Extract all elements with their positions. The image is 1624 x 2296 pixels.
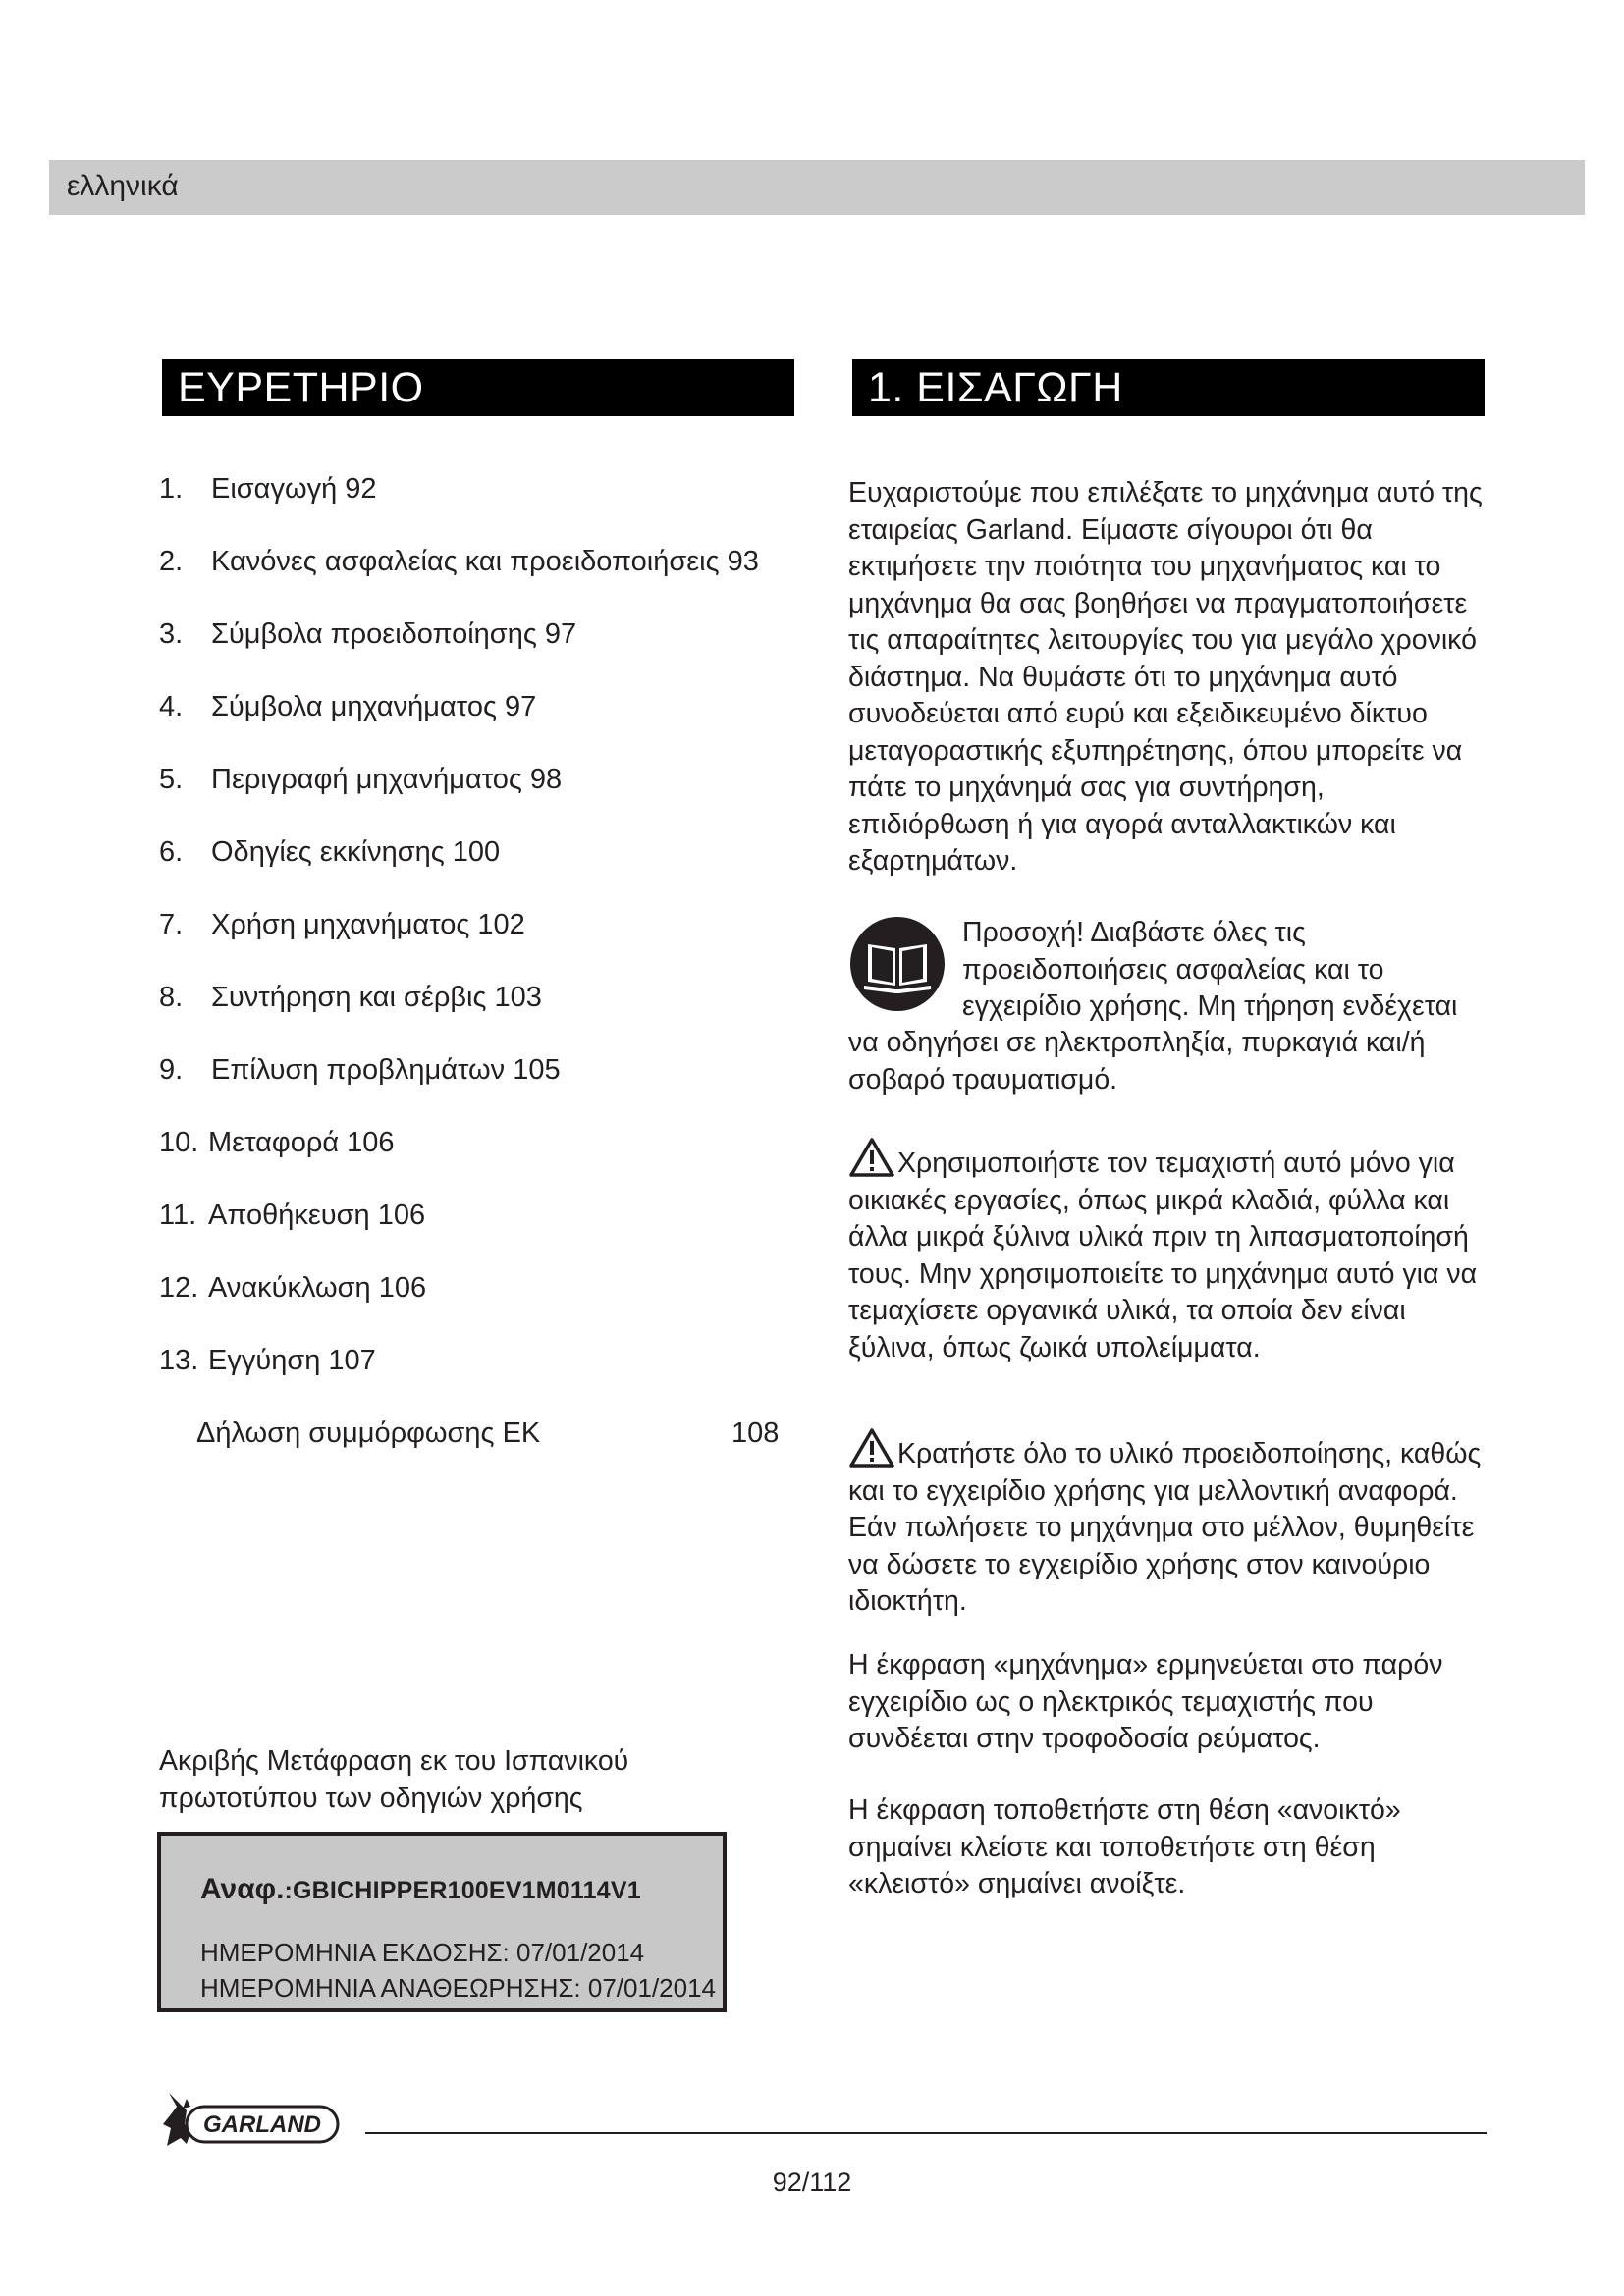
- page-number: 92/112: [772, 2167, 852, 2197]
- intro-paragraph-switch-term: Η έκφραση τοποθετήστε στη θέση «ανοικτό» σημαίνει κλείστε και τοποθετήστε στη θέση «κλειστό» σημαίνει ανοίξτε.: [848, 1794, 1401, 1899]
- footer-rule: [365, 2132, 1487, 2134]
- intro-title: 1. ΕΙΣΑΓΩΓΗ: [852, 359, 1485, 416]
- toc-title: ΕΥΡΕΤΗΡΙΟ: [162, 359, 794, 416]
- intro-warning-read-cont: να οδηγήσει σε ηλεκτροπληξία, πυρκαγιά και/ή σοβαρό τραυματισμό.: [848, 1027, 1426, 1095]
- reference-box: [157, 1832, 727, 2012]
- toc-item: 4. Σύμβολα μηχανήματος 97: [159, 691, 537, 722]
- warning-triangle-icon: [848, 1427, 895, 1468]
- toc-item: 3. Σύμβολα προειδοποίησης 97: [159, 618, 577, 650]
- toc-item: 8. Συντήρηση και σέρβις 103: [159, 982, 542, 1013]
- intro-paragraph-machine-term: Η έκφραση «μηχάνημα» ερμηνεύεται στο παρόν εγχειρίδιο ως ο ηλεκτρικός τεμαχιστής που συνδέεται στην τροφοδοσία ρεύματος.: [848, 1649, 1443, 1754]
- language-label: ελληνικά: [67, 170, 179, 202]
- toc-declaration: Δήλωση συμμόρφωσης ΕΚ: [196, 1417, 541, 1449]
- intro-warning-read: Προσοχή! Διαβάστε όλες τις προειδοποιήσεις ασφαλείας και το εγχειρίδιο χρήσης. Μη τήρηση ενδέχεται: [962, 917, 1458, 1022]
- reference-line: Αναφ.:GBICHIPPER100EV1M0114V1: [200, 1873, 641, 1905]
- intro-paragraph-thanks: Ευχαριστούμε που επιλέξατε το μηχάνημα αυτό της εταιρείας Garland. Είμαστε σίγουροι ότι θα εκτιμήσετε την ποιότητα του μηχανήματος και το μηχάνημα θα σας βοηθήσει να πραγματοποιήσετε τις απαραίτητες λειτουργίες του για μεγάλο χρονικό διάστημα. Να θυμάστε ότι το μηχάνημα αυτό συνοδεύεται από ευρύ και εξειδικευμένο δίκτυο μεταγοραστικής εξυπηρέτησης, όπου μπορείτε να πάτε το μηχάνημά σας για συντήρηση, επιδιόρθωση ή για αγορά ανταλλακτικών και εξαρτημάτων.: [848, 477, 1483, 877]
- intro-paragraph-usage: Χρησιμοποιήστε τον τεμαχιστή αυτό μόνο για οικιακές εργασίες, όπως μικρά κλαδιά, φύλλα και άλλα μικρά ξύλινα υλικά πριν τη λιπασματοποίησή τους. Μην χρησιμοποιείτε το μηχάνημα αυτό για να τεμαχίσετε οργανικά υλικά, τα οποία δεν είναι ξύλινα, όπως ζωικά υπολείμματα.: [848, 1137, 1489, 1366]
- garland-logo: [157, 2085, 344, 2154]
- language-bar: [49, 160, 1585, 215]
- toc-item: 5. Περιγραφή μηχανήματος 98: [159, 764, 563, 795]
- toc-item: 10. Μεταφορά 106: [159, 1127, 395, 1158]
- toc-item: 12. Ανακύκλωση 106: [159, 1272, 427, 1304]
- toc-item: 11. Αποθήκευση 106: [159, 1200, 426, 1231]
- intro-paragraph-keep: Κρατήστε όλο το υλικό προειδοποίησης, καθώς και το εγχειρίδιο χρήσης για μελλοντική αναφορά. Εάν πωλήσετε το μηχάνημα στο μέλλον, θυμηθείτε να δώσετε το εγχειρίδιο χρήσης στον καινούριο ιδιοκτήτη.: [848, 1427, 1489, 1621]
- revision-date: ΗΜΕΡΟΜΗΝΙΑ ΑΝΑΘΕΩΡΗΣΗΣ: 07/01/2014: [200, 1973, 717, 2002]
- toc-declaration-page: 108: [731, 1417, 780, 1449]
- warning-triangle-icon: [848, 1137, 895, 1178]
- issue-date: ΗΜΕΡΟΜΗΝΙΑ ΕΚΔΟΣΗΣ: 07/01/2014: [200, 1938, 645, 1967]
- toc-item: 2. Κανόνες ασφαλείας και προειδοποιήσεις 93: [159, 546, 759, 577]
- translation-note: Ακριβής Μετάφραση εκ του Ισπανικού πρωτοτύπου των οδηγιών χρήσης: [159, 1745, 629, 1814]
- toc-item: 13. Εγγύηση 107: [159, 1345, 376, 1376]
- read-manual-icon: [848, 915, 947, 1013]
- toc-item: 6. Οδηγίες εκκίνησης 100: [159, 836, 501, 868]
- toc-item: 1. Εισαγωγή 92: [159, 473, 377, 505]
- toc-item: 7. Χρήση μηχανήματος 102: [159, 909, 525, 940]
- toc-item: 9. Επίλυση προβλημάτων 105: [159, 1054, 561, 1086]
- logo-brand-text: GARLAND: [203, 2111, 321, 2138]
